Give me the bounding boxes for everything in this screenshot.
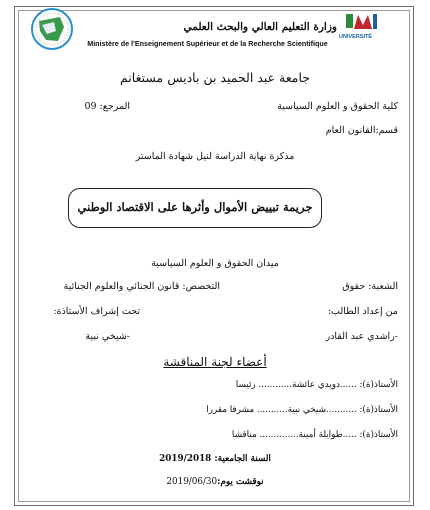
specialty: التخصص: قانون الجنائي والعلوم الجنائية: [63, 281, 220, 292]
defense-date-line: [0, 477, 430, 487]
committee-member-role: مشرفا مقررا: [206, 405, 255, 415]
department: قسم:القانون العام: [325, 125, 398, 136]
academic-year-line: [0, 454, 430, 464]
university-logo-caption: UNIVERSITÉ: [339, 34, 373, 40]
ministry-title-fr: Ministère de l'Enseignement Supérieur et de la Recherche Scientifique: [87, 39, 328, 48]
student-name: -راشدي عبد القادر: [325, 331, 398, 342]
committee-member-name: ......دويدي عائشة............: [258, 380, 357, 390]
reference-number: المرجع: 09: [84, 101, 130, 112]
defense-date: 2019/06/30: [166, 477, 218, 487]
field: ميدان الحقوق و العلوم السياسية: [151, 258, 279, 269]
committee-member-name: .....طوايلة أمينة..............: [259, 430, 357, 440]
committee-row: [30, 430, 398, 440]
supervisor-name: -شيخي نبية: [85, 331, 130, 342]
committee-member-label: الأستاذ(ة):: [359, 405, 398, 415]
thesis-title: جريمة تبييض الأموال وأثرها على الاقتصاد الوطني: [77, 200, 313, 214]
branch: الشعبة: حقوق: [342, 281, 398, 292]
faculty-name: كلية الحقوق و العلوم السياسية: [277, 101, 398, 112]
committee-member-label: الأستاذ(ة):: [359, 380, 398, 390]
university-name: جامعة عبد الحميد بن باديس مستغانم: [119, 70, 311, 85]
committee-member-role: رئيسا: [235, 380, 256, 390]
academic-year: 2019/2018: [159, 454, 212, 464]
defense-date-label: نوقشت يوم:: [217, 477, 264, 487]
committee-member-role: مناقشا: [231, 430, 257, 440]
ministry-emblem: [30, 7, 74, 51]
academic-year-label: السنة الجامعية:: [214, 454, 271, 464]
committee-member-name: ...........شيخي نبية...........: [256, 405, 357, 415]
committee-row: [30, 380, 398, 390]
ministry-title-ar: وزارة التعليم العالي والبحث العلمي: [183, 21, 337, 33]
committee-title: أعضاء لجنة المناقشة: [163, 355, 267, 369]
memo-type: مذكرة نهاية الدراسة لنيل شهادة الماستر: [135, 151, 295, 162]
prepared-by-label: من إعداد الطالب:: [327, 306, 398, 317]
thesis-title-box: [68, 188, 322, 228]
committee-row: [30, 405, 398, 415]
supervisor-label: تحت إشراف الأستاذة:: [53, 306, 140, 317]
committee-member-label: الأستاذ(ة):: [359, 430, 398, 440]
